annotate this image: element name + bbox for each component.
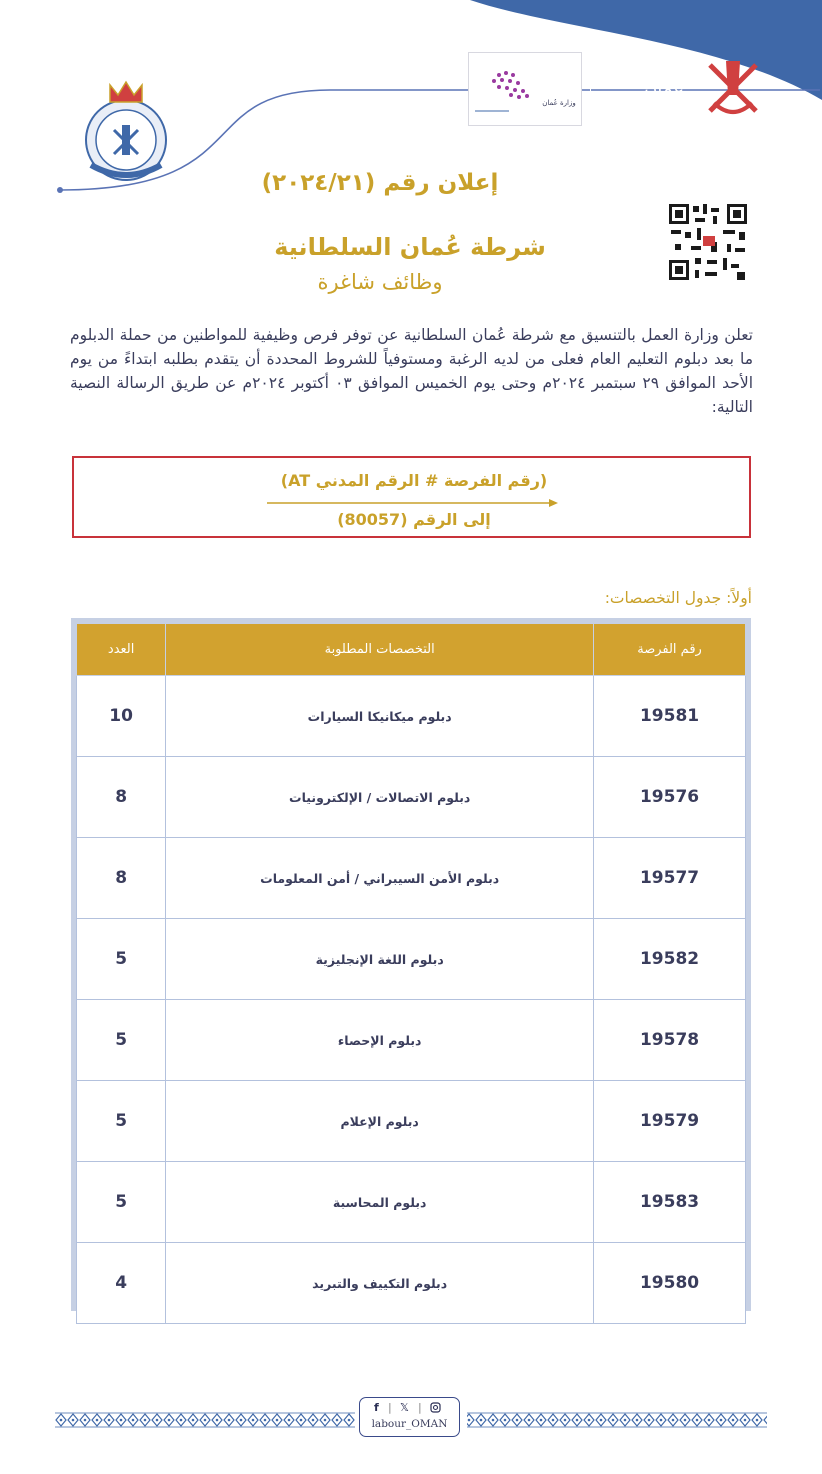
table-row: [77, 1243, 746, 1324]
table-row: [77, 1000, 746, 1081]
row-number: 19581: [594, 676, 746, 757]
row-number: 19580: [594, 1243, 746, 1324]
row-specialization: دبلوم الأمن السيبراني / أمن المعلومات: [166, 838, 594, 919]
sms-number: إلى الرقم (80057): [337, 510, 491, 529]
divider: |: [418, 1401, 422, 1414]
table-row: [77, 757, 746, 838]
partner-logo-icon: [469, 53, 581, 125]
arrow-right-icon: [267, 498, 559, 508]
table-row: [77, 676, 746, 757]
row-count: 5: [77, 1000, 166, 1081]
table-row: [77, 919, 746, 1000]
announcement-body: تعلن وزارة العمل بالتنسيق مع شرطة عُمان السلطانية عن توفر فرص وظيفية للمواطنين من حملة الدبلوم ما بعد دبلوم التعليم العام فعلى من لديه الرغبة ومستوفياً للشروط المحددة أن يتقدم بطلبه ابتداءً من يوم الأحد الموافق ٢٩ سبتمبر ٢٠٢٤م وحتى يوم الخميس الموافق ٠٣ أكتوبر ٢٠٢٤م عن طريق الرسالة النصية التالية:: [70, 326, 754, 416]
police-emblem-icon: [76, 70, 176, 185]
table-row: [77, 1162, 746, 1243]
row-specialization: دبلوم الاتصالات / الإلكترونيات: [166, 757, 594, 838]
row-number: 19582: [594, 919, 746, 1000]
row-specialization: دبلوم ميكانيكا السيارات: [166, 676, 594, 757]
table-row: [77, 838, 746, 919]
header-number: رقم الفرصة: [594, 624, 746, 676]
vacancies-subtitle: وظائف شاغرة: [317, 270, 443, 294]
partner-logo: [468, 52, 582, 126]
announcement-title: إعلان رقم (٢٠٢٤/٢١): [261, 170, 499, 196]
x-icon[interactable]: 𝕏: [400, 1401, 409, 1414]
section-heading: أولاً: جدول التخصصات:: [604, 589, 752, 607]
row-count: 5: [77, 1162, 166, 1243]
row-specialization: دبلوم التكييف والتبريد: [166, 1243, 594, 1324]
header-specialization: التخصصات المطلوبة: [166, 624, 594, 676]
svg-text:وزارة عُمان: وزارة عُمان: [542, 99, 576, 107]
divider: |: [388, 1401, 392, 1414]
row-count: 5: [77, 1081, 166, 1162]
ministry-name-line1: سلطنة عُمان: [633, 57, 684, 99]
row-specialization: دبلوم الإحصاء: [166, 1000, 594, 1081]
row-count: 8: [77, 838, 166, 919]
qr-code-icon: [667, 202, 749, 282]
specializations-table: [76, 623, 746, 1324]
ministry-name-line2: وزارة العمل: [640, 98, 684, 141]
ministry-divider: [590, 50, 591, 124]
oman-emblem-icon: [700, 55, 766, 121]
social-media-badge[interactable]: [359, 1397, 460, 1437]
organization-name: شرطة عُمان السلطانية: [274, 233, 546, 261]
social-handle: labour_OMAN: [371, 1418, 448, 1430]
row-count: 4: [77, 1243, 166, 1324]
row-count: 5: [77, 919, 166, 1000]
row-specialization: دبلوم الإعلام: [166, 1081, 594, 1162]
row-number: 19578: [594, 1000, 746, 1081]
table-row: [77, 1081, 746, 1162]
sms-instructions-box: [72, 456, 751, 538]
header-count: العدد: [77, 624, 166, 676]
row-count: 8: [77, 757, 166, 838]
row-number: 19577: [594, 838, 746, 919]
row-number: 19579: [594, 1081, 746, 1162]
ministry-name: [596, 58, 684, 141]
row-number: 19583: [594, 1162, 746, 1243]
specializations-table-frame: [71, 618, 751, 1311]
instagram-icon[interactable]: [430, 1402, 441, 1413]
row-count: 10: [77, 676, 166, 757]
table-header-row: [77, 624, 746, 676]
facebook-icon[interactable]: f: [374, 1401, 379, 1414]
sms-format: (رقم الفرصة # الرقم المدني AT): [280, 471, 548, 490]
row-specialization: دبلوم اللغة الإنجليزية: [166, 919, 594, 1000]
row-number: 19576: [594, 757, 746, 838]
row-specialization: دبلوم المحاسبة: [166, 1162, 594, 1243]
